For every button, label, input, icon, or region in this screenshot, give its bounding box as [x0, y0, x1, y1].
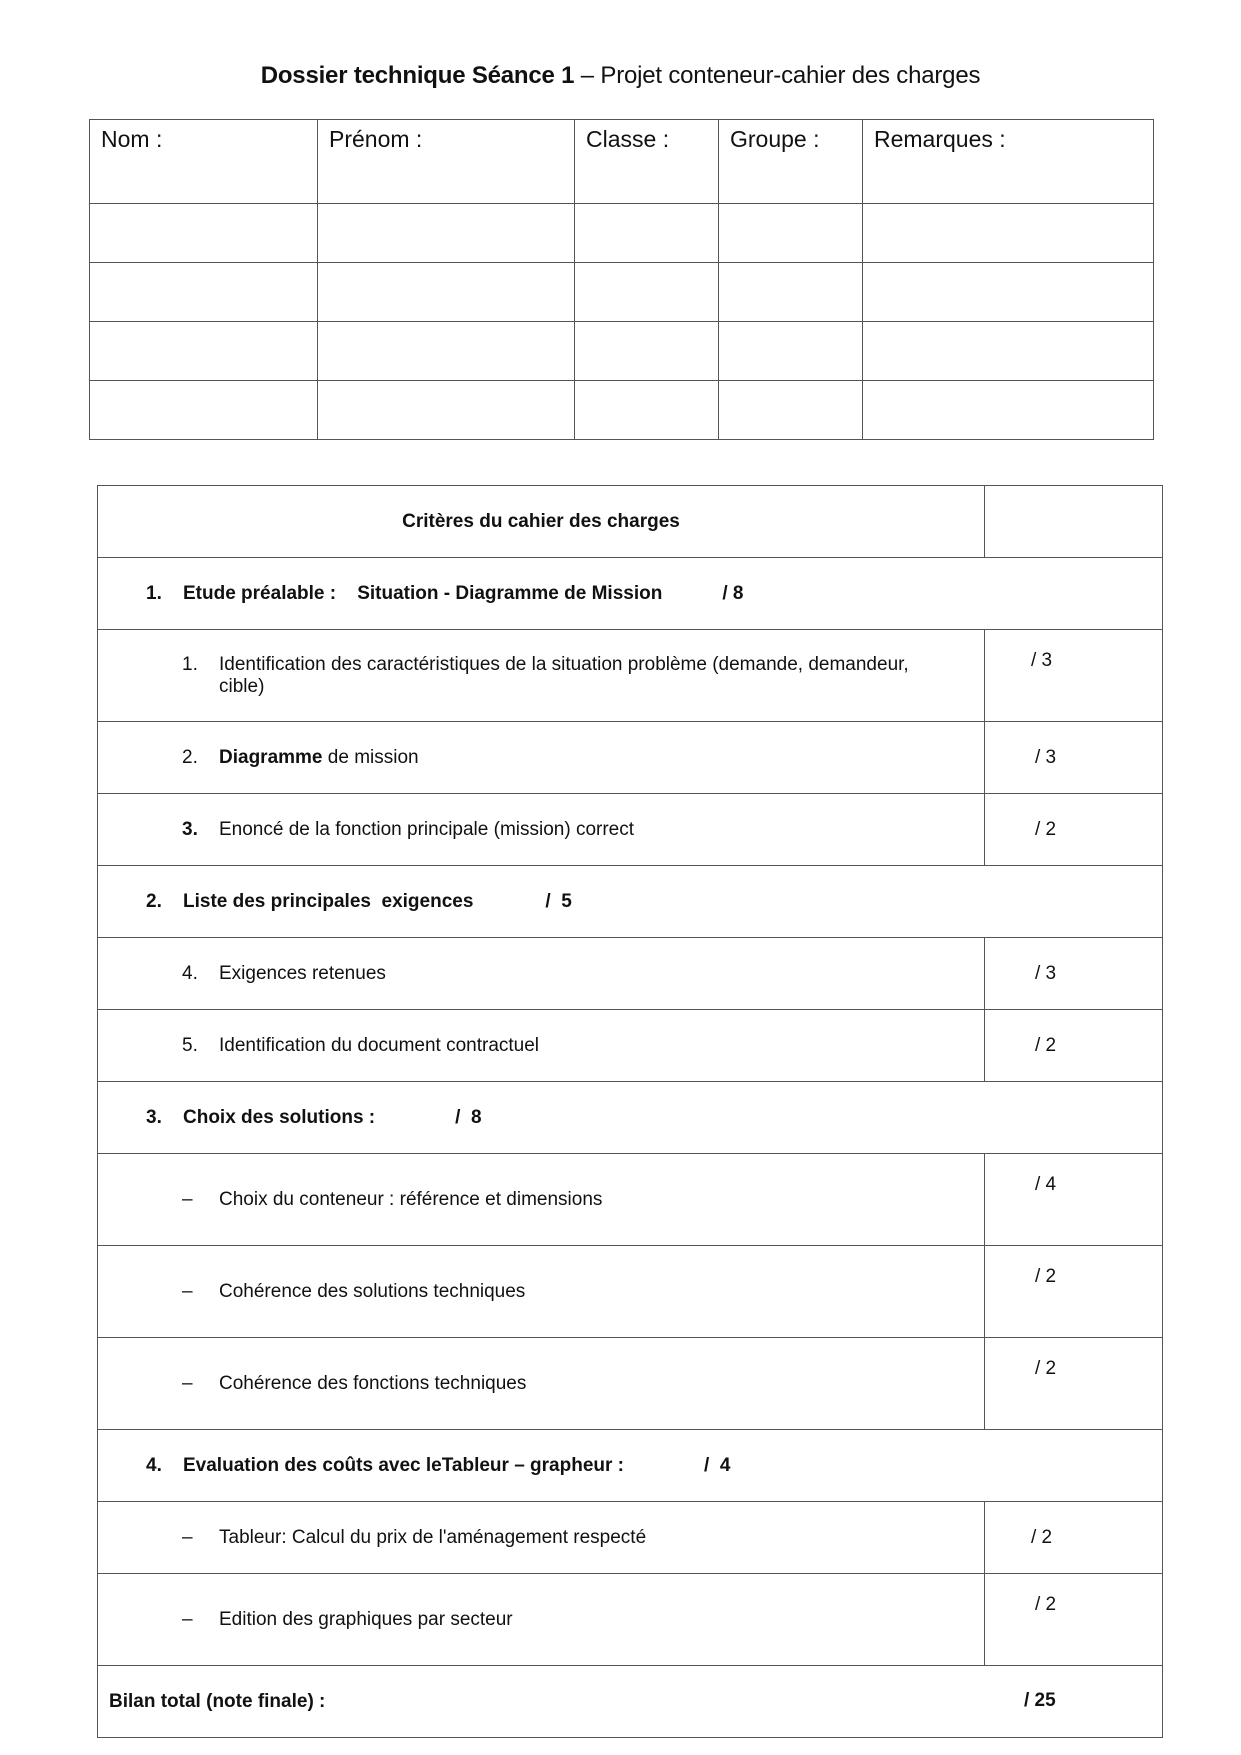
- criterion-row: [98, 1338, 1163, 1430]
- criterion-marker: –: [182, 1608, 193, 1630]
- section-title: [98, 1430, 1163, 1502]
- total-score[interactable]: / 25: [1024, 1690, 1056, 1711]
- criterion: [98, 630, 985, 722]
- section-number: 2.: [146, 890, 162, 912]
- section-label: Liste des principales exigences: [183, 890, 474, 912]
- criterion: [98, 1338, 985, 1430]
- criterion: [98, 1502, 985, 1574]
- cell-groupe[interactable]: [719, 322, 863, 381]
- section-score: / 4: [704, 1454, 731, 1476]
- criterion-score[interactable]: / 2: [985, 1338, 1163, 1430]
- cell-classe[interactable]: [575, 263, 719, 322]
- cell-prenom[interactable]: [318, 381, 575, 440]
- criterion: [98, 1574, 985, 1666]
- title-bold: Dossier technique Séance 1: [260, 62, 575, 89]
- criteria-table: [97, 485, 1163, 1738]
- cell-groupe[interactable]: [719, 263, 863, 322]
- document-title: [0, 62, 1241, 90]
- cell-groupe[interactable]: [719, 204, 863, 263]
- section-score: / 5: [545, 890, 572, 912]
- cell-remarques[interactable]: [863, 381, 1154, 440]
- cell-classe[interactable]: [575, 204, 719, 263]
- criterion-score[interactable]: / 3: [985, 630, 1163, 722]
- criterion-marker: 5.: [182, 1034, 198, 1056]
- total-cell: [98, 1666, 1163, 1738]
- criterion-score[interactable]: / 2: [985, 1246, 1163, 1338]
- criterion-marker: –: [182, 1280, 193, 1302]
- header-nom: Nom :: [90, 120, 318, 204]
- section-row: [98, 1430, 1163, 1502]
- section-title: [98, 866, 1163, 938]
- cell-prenom[interactable]: [318, 263, 575, 322]
- student-row: [90, 263, 1154, 322]
- criterion: [98, 722, 985, 794]
- cell-nom[interactable]: [90, 322, 318, 381]
- total-label: Bilan total (note finale) :: [109, 1690, 326, 1712]
- cell-remarques[interactable]: [863, 263, 1154, 322]
- section-number: 3.: [146, 1106, 162, 1128]
- criterion-marker: –: [182, 1526, 193, 1548]
- criterion-row: [98, 722, 1163, 794]
- criterion-text: Cohérence des solutions techniques: [219, 1280, 526, 1302]
- criterion: [98, 938, 985, 1010]
- criterion-text: de mission: [322, 746, 419, 768]
- cell-prenom[interactable]: [318, 204, 575, 263]
- criterion-text: Edition des graphiques par secteur: [219, 1608, 513, 1630]
- section-row: [98, 558, 1163, 630]
- criteria-header-row: [98, 486, 1163, 558]
- criterion-score[interactable]: / 2: [985, 1574, 1163, 1666]
- section-label: Evaluation des coûts avec leTableur – grapheur :: [183, 1454, 625, 1476]
- criterion: [98, 1246, 985, 1338]
- student-row: [90, 204, 1154, 263]
- student-row: [90, 322, 1154, 381]
- cell-prenom[interactable]: [318, 322, 575, 381]
- section-label: Etude préalable : Situation - Diagramme de Mission: [183, 582, 663, 604]
- criterion-row: [98, 1010, 1163, 1082]
- cell-classe[interactable]: [575, 381, 719, 440]
- criterion-row: [98, 630, 1163, 722]
- criterion-row: [98, 794, 1163, 866]
- cell-nom[interactable]: [90, 263, 318, 322]
- criteria-header-score: [985, 486, 1163, 558]
- criterion-row: [98, 1574, 1163, 1666]
- section-number: 4.: [146, 1454, 162, 1476]
- cell-classe[interactable]: [575, 322, 719, 381]
- criterion: [98, 1154, 985, 1246]
- criterion-score[interactable]: / 3: [985, 722, 1163, 794]
- cell-nom[interactable]: [90, 204, 318, 263]
- student-info-table: [89, 119, 1154, 440]
- section-row: [98, 866, 1163, 938]
- criterion-marker: 4.: [182, 962, 198, 984]
- header-groupe: Groupe :: [719, 120, 863, 204]
- criterion-score[interactable]: / 4: [985, 1154, 1163, 1246]
- cell-groupe[interactable]: [719, 381, 863, 440]
- criterion-text: Exigences retenues: [219, 962, 386, 984]
- criterion-row: [98, 1502, 1163, 1574]
- cell-remarques[interactable]: [863, 204, 1154, 263]
- criterion-text: Enoncé de la fonction principale (mission) correct: [219, 818, 635, 840]
- section-number: 1.: [146, 582, 162, 604]
- criterion: [98, 1010, 985, 1082]
- criterion-score[interactable]: / 2: [985, 1010, 1163, 1082]
- criterion-text-bold: Diagramme: [219, 746, 323, 768]
- criterion-marker: 3.: [182, 818, 198, 840]
- cell-remarques[interactable]: [863, 322, 1154, 381]
- total-row: [98, 1666, 1163, 1738]
- criteria-header: Critères du cahier des charges: [98, 486, 985, 558]
- section-title: [98, 1082, 1163, 1154]
- criterion-row: [98, 1154, 1163, 1246]
- section-score: / 8: [722, 582, 744, 604]
- section-title: [98, 558, 1163, 630]
- section-row: [98, 1082, 1163, 1154]
- criterion-text: Cohérence des fonctions techniques: [219, 1372, 527, 1394]
- criterion-text: Identification des caractéristiques de la situation problème (demande, demandeur, cible): [219, 653, 909, 697]
- criterion-score[interactable]: / 2: [985, 1502, 1163, 1574]
- criterion-marker: –: [182, 1372, 193, 1394]
- criterion-row: [98, 1246, 1163, 1338]
- criterion-score[interactable]: / 3: [985, 938, 1163, 1010]
- criterion-score[interactable]: / 2: [985, 794, 1163, 866]
- criterion-text: Tableur: Calcul du prix de l'aménagement respecté: [219, 1526, 647, 1548]
- title-rest: – Projet conteneur-cahier des charges: [574, 62, 981, 89]
- section-label: Choix des solutions :: [183, 1106, 376, 1128]
- criterion-row: [98, 938, 1163, 1010]
- header-prenom: Prénom :: [318, 120, 575, 204]
- criterion-marker: 2.: [182, 746, 198, 768]
- criterion-marker: 1.: [182, 653, 198, 675]
- header-classe: Classe :: [575, 120, 719, 204]
- criterion-text: Identification du document contractuel: [219, 1034, 540, 1056]
- cell-nom[interactable]: [90, 381, 318, 440]
- criterion: [98, 794, 985, 866]
- criterion-text: Choix du conteneur : référence et dimensions: [219, 1188, 603, 1210]
- student-row: [90, 381, 1154, 440]
- criterion-marker: –: [182, 1188, 193, 1210]
- header-remarques: Remarques :: [863, 120, 1154, 204]
- student-info-header-row: [90, 120, 1154, 204]
- section-score: / 8: [455, 1106, 482, 1128]
